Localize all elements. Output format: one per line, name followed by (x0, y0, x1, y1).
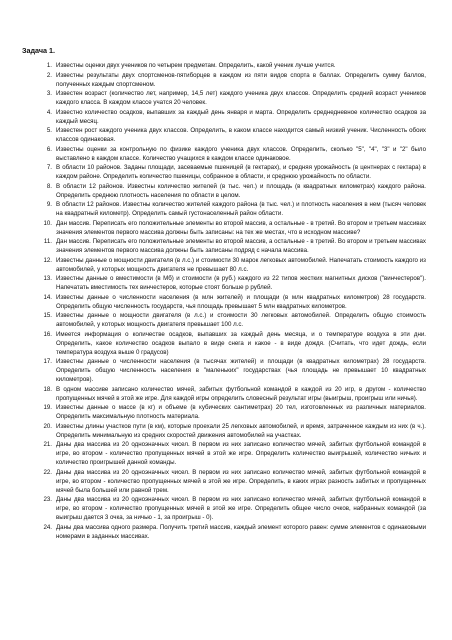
task-number: 21. (43, 441, 52, 448)
task-item (43, 311, 426, 329)
task-text: В области 12 районов. Известны количество жителей каждого района (в тыс. чел.) и плотность населения в нем (тысяч человек на квадратный километр). Определить самый густонаселенный район области. (56, 201, 426, 217)
task-number: 24. (43, 523, 52, 531)
task-text: Даны два массива из 20 одноэначных чисел. В первом из них записано количество мячей, забитых футбольной командой в игре, во втором - количество пропущенных мячей в этой же игре. Определить, в каких играх разность забитых и пропущенных мячей была большей или равной трем. (56, 468, 426, 494)
task-item (43, 357, 426, 384)
task-number: 6. (46, 145, 52, 153)
task-item (43, 468, 426, 495)
task-number: 14. (43, 293, 52, 301)
task-item (46, 108, 426, 126)
task-item (43, 330, 426, 357)
task-number: 12. (43, 256, 52, 264)
task-item (43, 523, 426, 541)
task-number: 20. (43, 422, 52, 430)
task-text: Известны данные о мощности двигателя (в л.с.) и стоимости 30 легковых автомобилей. Определить общую стоимость автомобилей, у которых мощность двигателя превышает 100 л.с. (56, 312, 426, 328)
task-item (46, 71, 426, 89)
task-text: Даны два массива из 20 одноэначных чисел. В первом из них записано количество мячей, забитых футбольной командой в игре, во втором - количество пропущенных мячей в этой же игре. Определить общее число очков, набранных командой (за выигрыш дается 3 очка, за ничью - 1, за проигрыш - 0). (56, 496, 426, 521)
task-text: Известны данные о мощности двигателя (в л.с.) и стоимости 30 марок легковых автомобилей. Напечатать стоимость каждого из автомобилей, у которых мощность двигателя не превышает 80 л.с. (56, 256, 426, 273)
task-text: Известно количество осадков, выпавших за каждый день января и марта. Определить среднедневное количество осадков за каждый месяц. (56, 108, 426, 125)
task-item (43, 440, 426, 467)
task-text: Известны длины участков пути (в км), которые проехали 25 легковых автомобилей, и время, затраченное каждым из них (в ч.). Определить минимальную из средних скоростей движения автомобилей на участках. (56, 422, 426, 439)
task-number: 19. (43, 404, 52, 411)
task-number: 11. (43, 238, 52, 245)
task-item (43, 385, 426, 403)
task-number: 22. (43, 468, 52, 476)
task-item (43, 293, 426, 311)
task-text: Известны данные о численности населения (в тысячах жителей) и площади (в квадратных километрах) 28 государств. Определить общую численность населения в "маленьких" государствах (чья площадь не превышает 10 квадратных километров). (56, 358, 426, 383)
task-item (46, 182, 426, 200)
task-text: Известен рост каждого ученика двух классов. Определить, в каком классе находится самый низкий ученик. Численность обоих классов одинаковая. (56, 127, 426, 143)
section-title: Задача 1. (22, 46, 56, 55)
task-item (43, 274, 426, 292)
task-number: 7. (46, 164, 52, 171)
task-text: Известны данные о численности населения (в млн жителей) и площади (в млн квадратных километров) 28 государств. Определить общую численность государств, чья площадь превышает 5 млн квадратных километров. (56, 293, 426, 310)
task-item (46, 61, 426, 70)
task-text: В одном массиве записано количество мячей, забитых футбольной командой в каждой из 20 игр, в другом - количество пропущенных мячей в этой же игре. Для каждой игры определить словесный результат игры (выигрыш, проигрыш или ничья). (56, 385, 426, 402)
task-text: Даны два массива из 20 одноэначных чисел. В первом из них записано количество мячей, забитых футбольной командой в игре, во втором - количество пропущенных мячей в этой же игре. Определить количество выигрышей, количество ничьих и количество проигрышей данной команды. (56, 441, 426, 466)
task-text: Известны данные о массе (в кг) и объеме (в кубических сантиметрах) 20 тел, изготовленных из различных материалов. Определить максимальную плотность материала. (56, 404, 426, 420)
task-text: В области 10 районов. Заданы площади, засеваемые пшеницей (в гектарах), и средняя урожайность (в центнерах с гектара) в каждом районе. Определить количество пшеницы, собранное в области, и среднюю урожайность по области. (56, 164, 426, 180)
task-item (43, 256, 426, 274)
task-text: Имеется информация о количестве осадков, выпавших за каждый день месяца, и о температуре воздуха в эти дни. Определить, какое количество осадков выпало в виде снега и какое - в виде дождя. (Считать, что идет дождь, если температура воздуха выше 0 градусов) (56, 330, 426, 356)
task-item (46, 89, 426, 107)
task-number: 2. (46, 71, 52, 79)
task-text: Известны результаты двух спортсменов-пятиборцев в каждом из пяти видов спорта в баллах. Определить сумму баллов, полученных каждым спортсменом. (56, 71, 426, 88)
task-item (46, 145, 426, 163)
task-number: 18. (43, 385, 52, 393)
task-number: 5. (46, 127, 52, 134)
task-text: Дан массив. Переписать его положительные элементы во второй массив, а остальные - в третий. Во втором и третьем массивах значения элементов первого массива должны быть записаны подряд с начала массива. (56, 238, 426, 254)
task-item (43, 237, 426, 255)
task-number: 1. (46, 62, 52, 69)
task-number: 23. (43, 496, 52, 503)
task-item (43, 403, 426, 421)
task-number: 13. (43, 275, 52, 282)
task-item (43, 422, 426, 440)
task-item (46, 163, 426, 181)
task-text: В области 12 районов. Известны количество жителей (в тыс. чел.) и площадь (в квадратных километрах) каждого района. Определить среднюю плотность населения по области в целом. (56, 182, 426, 199)
task-list (43, 61, 426, 541)
task-number: 4. (46, 108, 52, 116)
task-text: Даны два массива одного размера. Получить третий массив, каждый элемент которого равен: сумме элементов с одинаковыми номерами в заданных массивах. (56, 523, 426, 540)
task-text: Известны данные о вместимости (в Мб) и стоимости (в руб.) каждого из 22 типов жестких магнитных дисков ("винчестеров"). Напечатать вместимость тех винчестеров, которые стоят больше р рублей. (56, 275, 426, 291)
task-number: 16. (43, 330, 52, 338)
task-text: Известны оценки за контрольную по физике каждого ученика двух классов. Определить, сколько "5", "4", "3" и "2" было выставлено в каждом классе. Количество учащихся в каждом классе одинаковое. (56, 145, 426, 162)
task-number: 10. (43, 219, 52, 227)
task-number: 9. (46, 201, 52, 208)
task-number: 17. (43, 358, 52, 365)
task-item (46, 200, 426, 218)
task-item (43, 219, 426, 237)
task-number: 15. (43, 312, 52, 319)
task-number: 3. (46, 90, 52, 97)
task-number: 8. (46, 182, 52, 190)
task-text: Известны оценки двух учеников по четырем предметам. Определить, какой ученик лучше учится. (56, 62, 336, 69)
task-item (43, 495, 426, 522)
task-text: Дан массив. Переписать его положительные элементы во второй массив, а остальные - в третий. Во втором и третьем массивах значения элементов первого массива должны быть записаны: на тех же местах, что в исходном массиве? (56, 219, 426, 236)
task-item (46, 126, 426, 144)
task-text: Известен возраст (количество лет, например, 14,5 лет) каждого ученика двух классов. Определить средний возраст учеников каждого класса. В каждом классе учатся 20 человек. (56, 90, 426, 106)
